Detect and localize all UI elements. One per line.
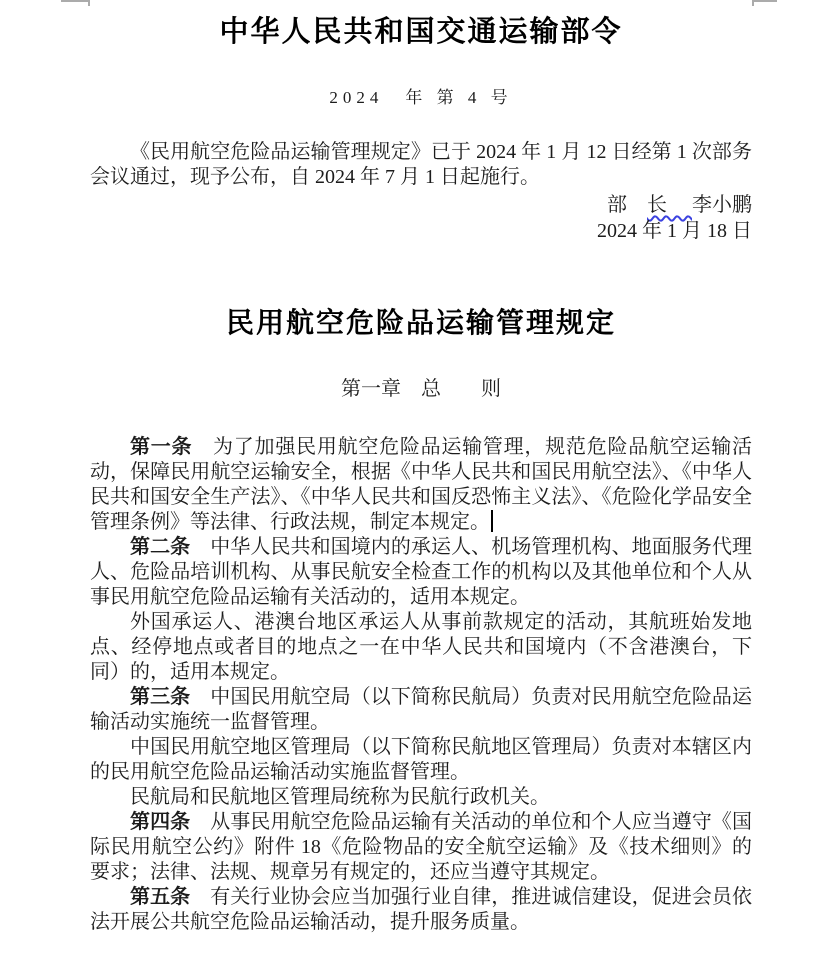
signature-line[interactable] <box>90 192 752 219</box>
regulation-body <box>90 435 752 935</box>
minister-name: 李小鹏 <box>692 194 752 216</box>
decree-number[interactable]: 2024 年 第 4 号 <box>329 88 513 107</box>
article-3-number: 第三条 <box>130 686 191 708</box>
signature-date[interactable]: 2024 年 1 月 18 日 <box>597 220 752 242</box>
article-5-number: 第五条 <box>130 886 191 908</box>
article-3-paragraph[interactable] <box>90 685 752 735</box>
article-1-paragraph[interactable] <box>90 435 752 535</box>
regulation-title[interactable]: 民用航空危险品运输管理规定 <box>225 308 616 339</box>
article-5-text: 有关行业协会应当加强行业自律，推进诚信建设，促进会员依法开展公共航空危险品运输活动，提升服务质量。 <box>90 886 753 933</box>
article-2-number: 第二条 <box>130 536 191 558</box>
article-3-continuation-2-paragraph[interactable] <box>90 785 752 810</box>
text-cursor <box>491 510 493 532</box>
article-1-number: 第一条 <box>130 436 193 458</box>
grammar-squiggle-text: 长 <box>647 194 692 216</box>
document-content <box>90 0 752 935</box>
article-3-continuation-2-text: 民航局和民航地区管理局统称为民航行政机关。 <box>130 786 550 808</box>
article-2-paragraph[interactable] <box>90 535 752 610</box>
article-4-number: 第四条 <box>130 811 191 833</box>
preamble-paragraph[interactable]: 《民用航空危险品运输管理规定》已于 2024 年 1 月 12 日经第 1 次部务会议通过，现予公布，自 2024 年 7 月 1 日起施行。 <box>90 141 752 188</box>
article-3-continuation-text: 中国民用航空地区管理局（以下简称民航地区管理局）负责对本辖区内的民用航空危险品运输活动实施监督管理。 <box>90 736 752 783</box>
text-boundary-mark-top-right <box>752 0 777 6</box>
text-boundary-mark-top-left <box>61 0 90 6</box>
article-1-text: 为了加强民用航空危险品运输管理，规范危险品航空运输活动，保障民用航空运输安全，根据《中华人民共和国民用航空法》、《中华人民共和国安全生产法》、《中华人民共和国反恐怖主义法》、《危险化学品安全管理条例》等法律、行政法规，制定本规定。 <box>90 436 753 533</box>
article-4-paragraph[interactable] <box>90 810 752 885</box>
article-3-continuation-paragraph[interactable] <box>90 735 752 785</box>
article-2-text: 中华人民共和国境内的承运人、机场管理机构、地面服务代理人、危险品培训机构、从事民航安全检查工作的机构以及其他单位和个人从事民用航空危险品运输有关活动的，适用本规定。 <box>90 536 753 608</box>
article-2-continuation-paragraph[interactable] <box>90 610 752 685</box>
article-3-text: 中国民用航空局（以下简称民航局）负责对民用航空危险品运输活动实施统一监督管理。 <box>90 686 753 733</box>
article-5-paragraph[interactable] <box>90 885 752 935</box>
article-4-text: 从事民用航空危险品运输有关活动的单位和个人应当遵守《国际民用航空公约》附件 18《危险物品的安全航空运输》及《技术细则》的要求；法律、法规、规章另有规定的，还应当遵守其规定。 <box>90 811 753 883</box>
decree-title[interactable]: 中华人民共和国交通运输部令 <box>219 16 623 48</box>
chapter-1-heading[interactable]: 第一章 总 则 <box>341 378 501 400</box>
minister-title-pre: 部 <box>607 194 647 216</box>
article-2-continuation-text: 外国承运人、港澳台地区承运人从事前款规定的活动，其航班始发地点、经停地点或者目的地点之一在中华人民共和国境内（不含港澳台，下同）的，适用本规定。 <box>90 611 752 683</box>
